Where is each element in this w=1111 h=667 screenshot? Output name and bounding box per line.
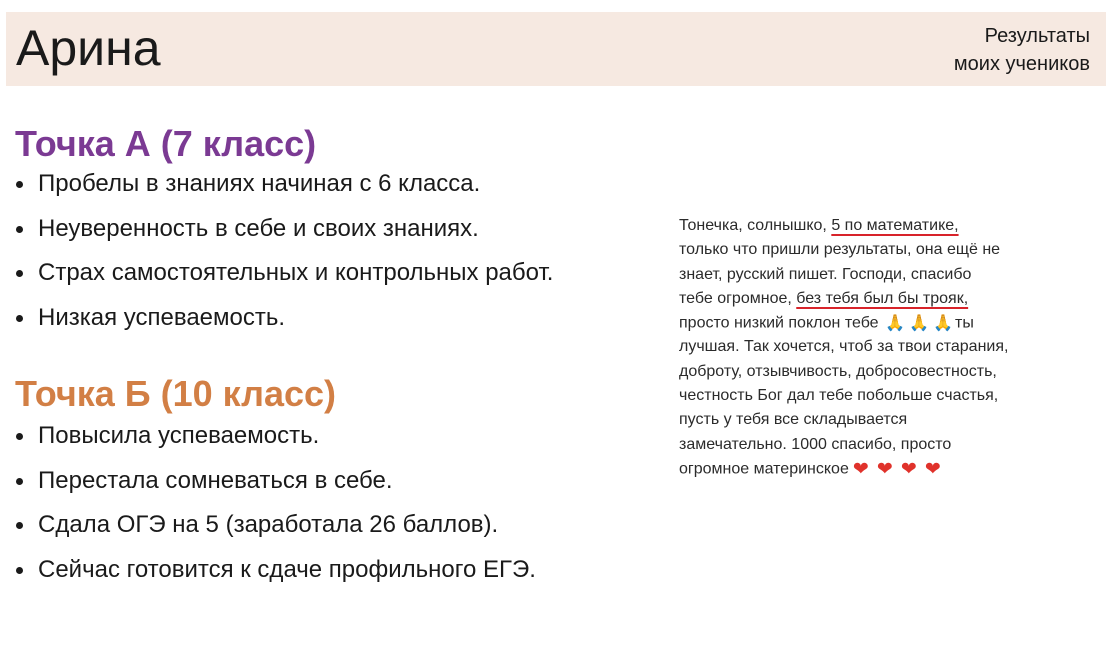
point-a-list <box>15 170 553 348</box>
heart-icon: ❤ <box>900 457 917 480</box>
message-line: замечательно. 1000 спасибо, просто <box>679 435 952 453</box>
praying-hands-icon: 🙏 <box>909 313 929 333</box>
list-item: Сейчас готовится к сдаче профильного ЕГЭ. <box>15 556 536 601</box>
parent-review-message <box>679 214 1079 481</box>
point-a-title: Точка А (7 класс) <box>15 123 317 164</box>
message-line <box>679 214 1079 238</box>
message-line: честность Бог дал тебе побольше счастья, <box>679 387 999 405</box>
message-line: знает, русский пишет. Господи, спасибо <box>679 265 972 283</box>
message-text: Тонечка, солнышко, <box>679 217 832 234</box>
message-line: пусть у тебя все складывается <box>679 411 908 429</box>
header-subtitle-line1: Результаты <box>984 25 1090 47</box>
praying-hands-icon: 🙏 <box>933 313 953 333</box>
underlined-grade: 5 по математике, <box>831 217 959 234</box>
message-text: огромное материнское <box>679 460 849 478</box>
heart-icon: ❤ <box>876 457 893 480</box>
student-name: Арина <box>16 20 161 76</box>
list-item: Перестала сомневаться в себе. <box>15 467 536 512</box>
message-line: доброту, отзывчивость, добросовестность, <box>679 362 997 380</box>
header-subtitle <box>870 22 1090 78</box>
underlined-phrase: без тебя был бы трояк, <box>796 289 969 307</box>
message-line <box>679 457 1079 481</box>
list-item: Низкая успеваемость. <box>15 304 553 349</box>
header-subtitle-line2: моих учеников <box>953 53 1090 75</box>
message-line: лучшая. Так хочется, чтоб за твои старания, <box>679 338 1009 356</box>
heart-icon: ❤ <box>852 457 869 480</box>
header-banner <box>6 12 1106 86</box>
message-line: только что пришли результаты, она ещё не <box>679 241 1001 259</box>
message-text: тебе огромное, <box>679 289 797 307</box>
list-item: Сдала ОГЭ на 5 (заработала 26 баллов). <box>15 511 536 556</box>
list-item: Повысила успеваемость. <box>15 422 536 467</box>
message-line <box>679 287 1079 311</box>
message-line <box>679 311 1079 335</box>
message-text: ты <box>955 314 974 332</box>
praying-hands-icon: 🙏 <box>885 313 905 333</box>
list-item: Неуверенность в себе и своих знаниях. <box>15 215 553 260</box>
list-item: Пробелы в знаниях начиная с 6 класса. <box>15 170 553 215</box>
heart-icon: ❤ <box>924 457 941 480</box>
message-text: просто низкий поклон тебе <box>679 314 884 332</box>
point-b-list <box>15 422 536 600</box>
point-b-title: Точка Б (10 класс) <box>15 373 337 414</box>
list-item: Страх самостоятельных и контрольных работ. <box>15 259 553 304</box>
